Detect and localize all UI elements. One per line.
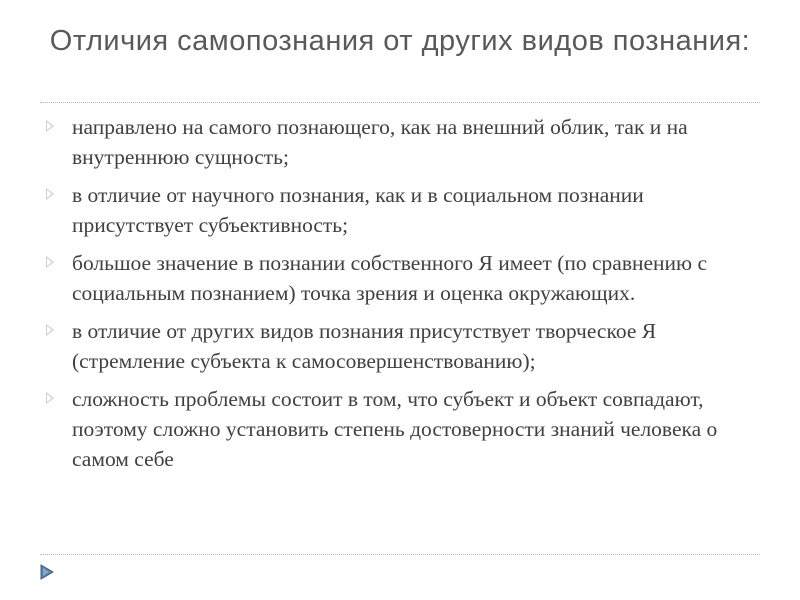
bullet-item	[44, 316, 734, 376]
footer-divider	[40, 554, 760, 555]
hollow-triangle-bullet-icon	[46, 255, 56, 269]
hollow-triangle-bullet-icon	[46, 391, 56, 405]
bullet-text: сложность проблемы состоит в том, что субъект и объект совпадают, поэтому сложно установить степень достоверности знаний человека о самом себе	[72, 387, 718, 471]
bullet-item	[44, 384, 734, 474]
bullet-list	[44, 112, 734, 482]
slide-title: Отличия самопознания от других видов познания:	[49, 25, 751, 57]
bullet-item	[44, 248, 734, 308]
bullet-text: в отличие от научного познания, как и в социальном познании присутствует субъективность;	[72, 183, 644, 237]
bullet-item	[44, 180, 734, 240]
blue-triangle-arrow-icon	[40, 564, 54, 580]
bullet-text: направлено на самого познающего, как на внешний облик, так и на внутреннюю сущность;	[72, 115, 688, 169]
title-divider	[40, 102, 760, 103]
bullet-item	[44, 112, 734, 172]
hollow-triangle-bullet-icon	[46, 323, 56, 337]
bullet-text: в отличие от других видов познания присутствует творческое Я (стремление субъекта к самосовершенствованию);	[72, 319, 657, 373]
hollow-triangle-bullet-icon	[46, 119, 56, 133]
hollow-triangle-bullet-icon	[46, 187, 56, 201]
bullet-text: большое значение в познании собственного Я имеет (по сравнению с социальным познанием) точка зрения и оценка окружающих.	[72, 251, 708, 305]
